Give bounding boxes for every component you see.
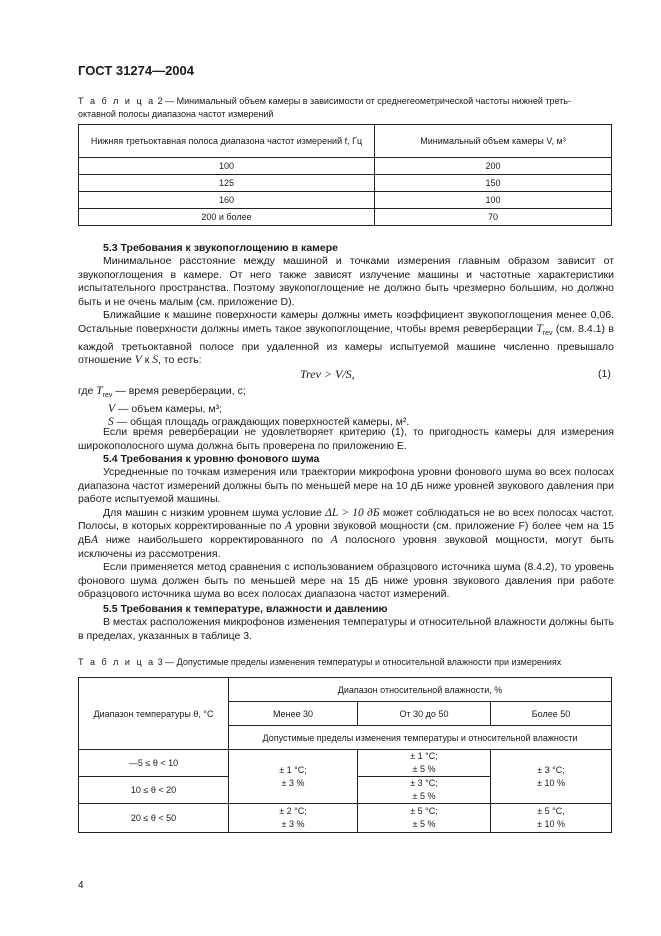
table2-freq-cell: 200 и более [79, 209, 375, 226]
table2 [78, 124, 612, 226]
section-5-3-p1: Минимальное расстояние между машиной и точками измерения главным образом зависит от звукопоглощения в камере. От него также зависят излучение машины и частотные характеристики испытательного пространства. Поэтому звукопоглощение не должно быть чрезмерно большим, но должно быть и не очень малым (см. приложение D). [78, 255, 614, 308]
table2-volume-cell: 100 [375, 192, 612, 209]
formula-1: Trev > V/S, [300, 367, 355, 381]
formula-1-number: (1) [598, 368, 611, 380]
table2-freq-cell: 100 [79, 158, 375, 175]
table-row [79, 158, 612, 175]
table3-caption-text: 3 — Допустимые пределы изменения температуры и относительной влажности при измерениях [157, 657, 562, 667]
table3-cell-mid-3: ± 5 °С; ± 5 % [358, 804, 491, 833]
table2-caption [78, 95, 598, 121]
table3-label: Т а б л и ц а [78, 657, 156, 667]
table3-humidity-header: Диапазон относительной влажности, % [229, 678, 612, 702]
table3-caption [78, 656, 638, 669]
table-row [79, 192, 612, 209]
table-row [79, 750, 612, 777]
section-5-4-p2: Для машин с низким уровнем шума условие ΔL > 10 дБ может соблюдаться не во всех полосах частот. Полосы, в которых корректированные по А уровни звуковой мощности (см. приложение F) более чем на 15 дБА ниже наибольшего корректированного по А полосного уровня звуковой мощности, могут быть исключены из рассмотрения. [78, 506, 615, 560]
table3 [78, 677, 612, 833]
table3-cell-high-1-2: ± 3 °С; ± 10 % [491, 750, 612, 804]
section-5-4-p1: Усредненные по точкам измерения или траектории микрофона уровни фонового шума во всех полосах диапазона частот измерений должны быть по меньшей мере на 10 дБ ниже уровней звукового давления при работе испытуемой машины. [78, 466, 614, 506]
table2-col2-header: Минимальный объем камеры V, м³ [375, 125, 612, 158]
section-5-4-title: 5.4 Требования к уровню фонового шума [103, 453, 320, 465]
table2-col1-header: Нижняя третьоктавная полоса диапазона частот измерений f, Гц [79, 125, 375, 158]
page-number: 4 [78, 880, 84, 891]
section-5-3-title: 5.3 Требования к звукопоглощению в камере [103, 242, 339, 254]
where-list: где $T_{rev}$ — время реверберации, с; V — объем камеры, м³; S — общая площадь ограждающих поверхностей камеры, м². [78, 385, 410, 429]
table3-limits-header: Допустимые пределы изменения температуры и относительной влажности [229, 726, 612, 750]
table2-volume-cell: 70 [375, 209, 612, 226]
table-row [79, 209, 612, 226]
table3-cell-low-1-2: ± 1 °С; ± 3 % [229, 750, 358, 804]
table3-hum-col-low: Менее 30 [229, 702, 358, 726]
section-5-4-body [78, 466, 614, 602]
table3-cell-mid-2: ± 3 °С; ± 5 % [358, 777, 491, 804]
table3-cell-high-3: ± 5 °С, ± 10 % [491, 804, 612, 833]
table2-header-row [79, 125, 612, 158]
table2-freq-cell: 160 [79, 192, 375, 209]
section-5-3-p2: Ближайшие к машине поверхности камеры должны иметь коэффициент звукопоглощения менее 0,06. Остальные поверхности должны иметь такое звукопоглощение, чтобы время реверберации $T_{rev}$ (см. 8.4.1) в каждой третьоктавной полосе при удаленной из камеры испытуемой машине численно превышало отношение V к S, то есть: [78, 309, 614, 367]
table2-volume-cell: 150 [375, 175, 612, 192]
section-5-3-p3-block [78, 426, 614, 453]
table3-temp-range: 10 ≤ θ < 20 [79, 777, 229, 804]
table2-volume-cell: 200 [375, 158, 612, 175]
table2-caption-text: 2 — Минимальный объем камеры в зависимости от среднегеометрической частоты нижней треть-октавной полосы диапазона частот измерений [78, 96, 571, 119]
table2-label: Т а б л и ц а [78, 96, 156, 106]
section-5-5-p1: В местах расположения микрофонов изменения температуры и относительной влажности должны быть в пределах, указанных в таблице 3. [78, 616, 614, 642]
table-row [79, 175, 612, 192]
table-row [79, 804, 612, 833]
section-5-5-body [78, 616, 614, 643]
table3-hum-col-high: Более 50 [491, 702, 612, 726]
table3-temp-range: 20 ≤ θ < 50 [79, 804, 229, 833]
table3-temp-range: —5 ≤ θ < 10 [79, 750, 229, 777]
document-code: ГОСТ 31274—2004 [78, 63, 194, 78]
table3-header-row-1 [79, 678, 612, 702]
section-5-3-body [78, 255, 614, 368]
section-5-4-p3: Если применяется метод сравнения с использованием образцового источника шума (8.4.2), то уровень фонового шума должен быть по меньшей мере на 15 дБ ниже уровня звукового давления при работе образцового источника шума во всех полосах диапазона частот измерений. [78, 561, 614, 601]
table3-cell-low-3: ± 2 °С; ± 3 % [229, 804, 358, 833]
section-5-5-title: 5.5 Требования к температуре, влажности и давлению [103, 603, 388, 615]
section-5-3-p3: Если время реверберации не удовлетворяет критерию (1), то пригодность камеры для измерения широкополосного шума должна быть проверена по приложению Е. [78, 426, 614, 452]
table3-cell-mid-1: ± 1 °С; ± 5 % [358, 750, 491, 777]
table3-temp-header: Диапазон температуры θ, °С [79, 678, 229, 750]
table2-freq-cell: 125 [79, 175, 375, 192]
table3-hum-col-mid: От 30 до 50 [358, 702, 491, 726]
